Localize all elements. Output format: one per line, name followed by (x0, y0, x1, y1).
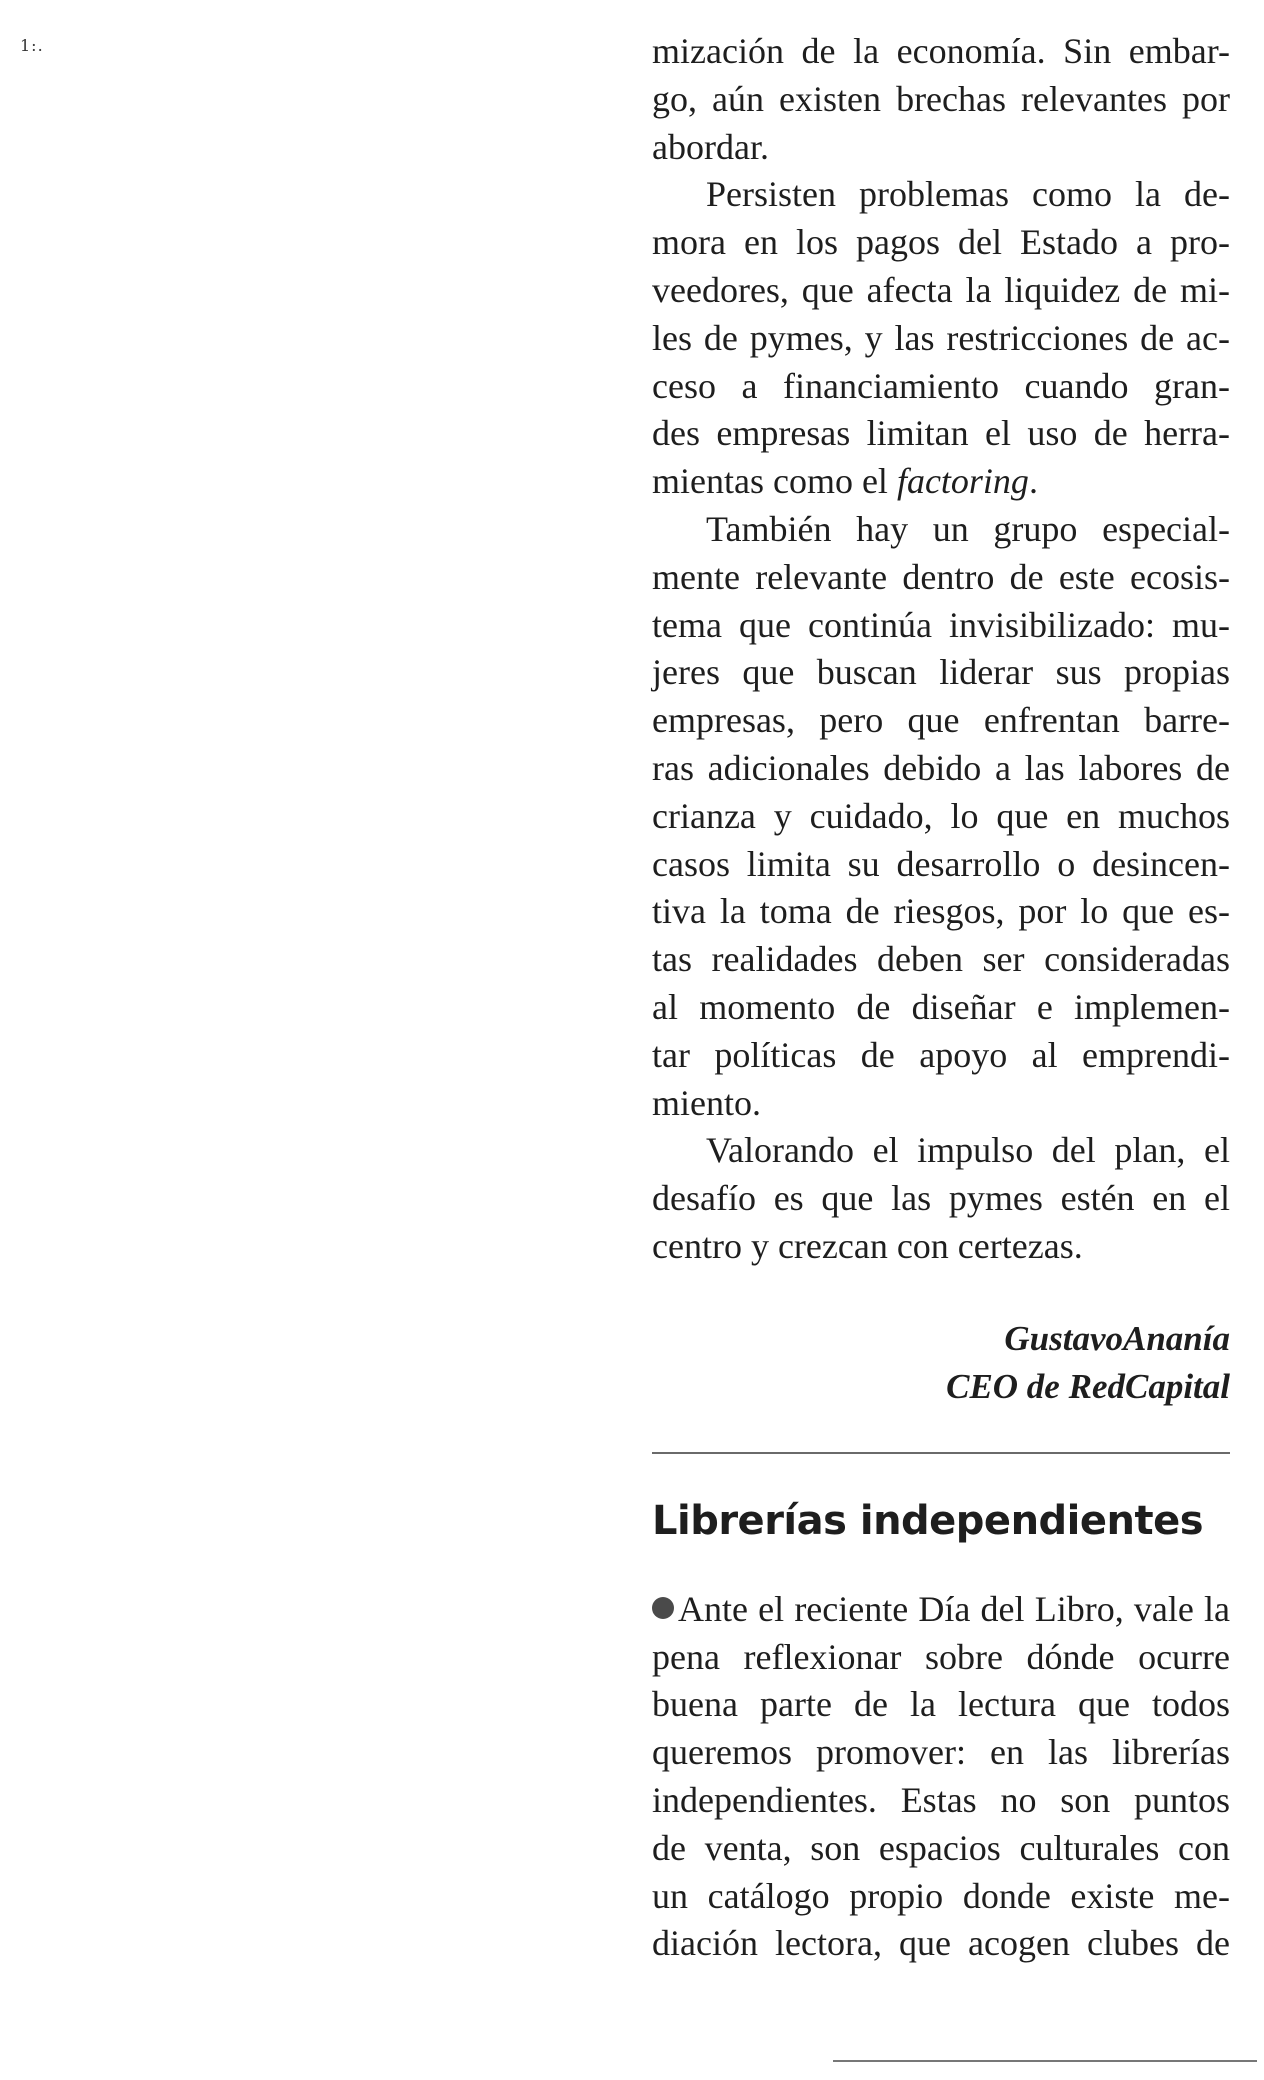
text-line: al momento de diseñar e implemen- (652, 986, 1230, 1027)
text-line: crianza y cuidado, lo que en muchos (652, 795, 1230, 836)
article-column (652, 28, 1230, 1968)
text-line: les de pymes, y las restricciones de ac- (652, 317, 1230, 358)
section-divider (652, 1452, 1230, 1454)
italic-term: factoring (896, 461, 1029, 502)
text-line: centro y crezcan con certezas. (652, 1225, 1083, 1266)
text-line: buena parte de la lectura que todos (652, 1684, 1230, 1725)
text-line: tar políticas de apoyo al emprendi- (652, 1034, 1230, 1075)
text-line: tiva la toma de riesgos, por lo que es- (652, 891, 1230, 932)
text-line: jeres que buscan liderar sus propias (652, 652, 1230, 693)
text-fragment: mientas como el (652, 461, 888, 502)
text-line: También hay un grupo especial- (706, 508, 1230, 549)
text-line: pena reflexionar sobre dónde ocurre (652, 1636, 1230, 1677)
text-line: diación lectora, que acogen clubes de (652, 1923, 1230, 1964)
text-line: de venta, son espacios culturales con (652, 1827, 1230, 1868)
text-line: tas realidades deben ser consideradas (652, 939, 1230, 980)
text-line: mora en los pagos del Estado a pro- (652, 222, 1230, 263)
text-line: queremos promover: en las librerías (652, 1732, 1230, 1773)
text-line: miento. (652, 1082, 761, 1123)
text-line: independientes. Estas no son puntos (652, 1779, 1230, 1820)
paragraph-1 (652, 28, 1230, 171)
text-fragment: . (1028, 461, 1038, 502)
text-line: tema que continúa invisibilizado: mu- (652, 604, 1230, 645)
paragraph-3 (652, 506, 1230, 1127)
page-number-fragment: 1:. (20, 36, 44, 55)
author-role: CEO de RedCapital (946, 1366, 1230, 1406)
text-line: casos limita su desarrollo o desincen- (652, 843, 1230, 884)
text-line: ceso a financiamiento cuando gran- (652, 365, 1230, 406)
text-line: mización de la economía. Sin embar- (652, 31, 1230, 71)
bullet-icon (652, 1597, 674, 1619)
text-fragment: Ante el reciente Día del Libro, vale la (678, 1588, 1230, 1629)
text-line: des empresas limitan el uso de herra- (652, 413, 1230, 454)
text-line (652, 458, 1230, 506)
paragraph-4 (652, 1127, 1230, 1270)
paragraph-2 (652, 171, 1230, 506)
author-name: GustavoAnanía (1004, 1318, 1230, 1358)
text-line: veedores, que afecta la liquidez de mi- (652, 269, 1230, 310)
text-line: desafío es que las pymes estén en el (652, 1178, 1230, 1219)
text-line: mente relevante dentro de este ecosis- (652, 556, 1230, 597)
section-heading: Librerías independientes (652, 1497, 1204, 1544)
text-line: empresas, pero que enfrentan barre- (652, 700, 1230, 741)
paragraph-5 (652, 1586, 1230, 1968)
text-line: ras adicionales debido a las labores de (652, 747, 1230, 788)
text-line: abordar. (652, 126, 769, 167)
text-line: Persisten problemas como la de- (706, 174, 1230, 215)
text-line: Valorando el impulso del plan, el (706, 1130, 1230, 1171)
text-line: go, aún existen brechas relevantes por (652, 78, 1230, 119)
bottom-divider (833, 2060, 1257, 2062)
text-line (652, 1586, 1230, 1634)
text-line: un catálogo propio donde existe me- (652, 1875, 1230, 1916)
author-signature (652, 1315, 1230, 1411)
